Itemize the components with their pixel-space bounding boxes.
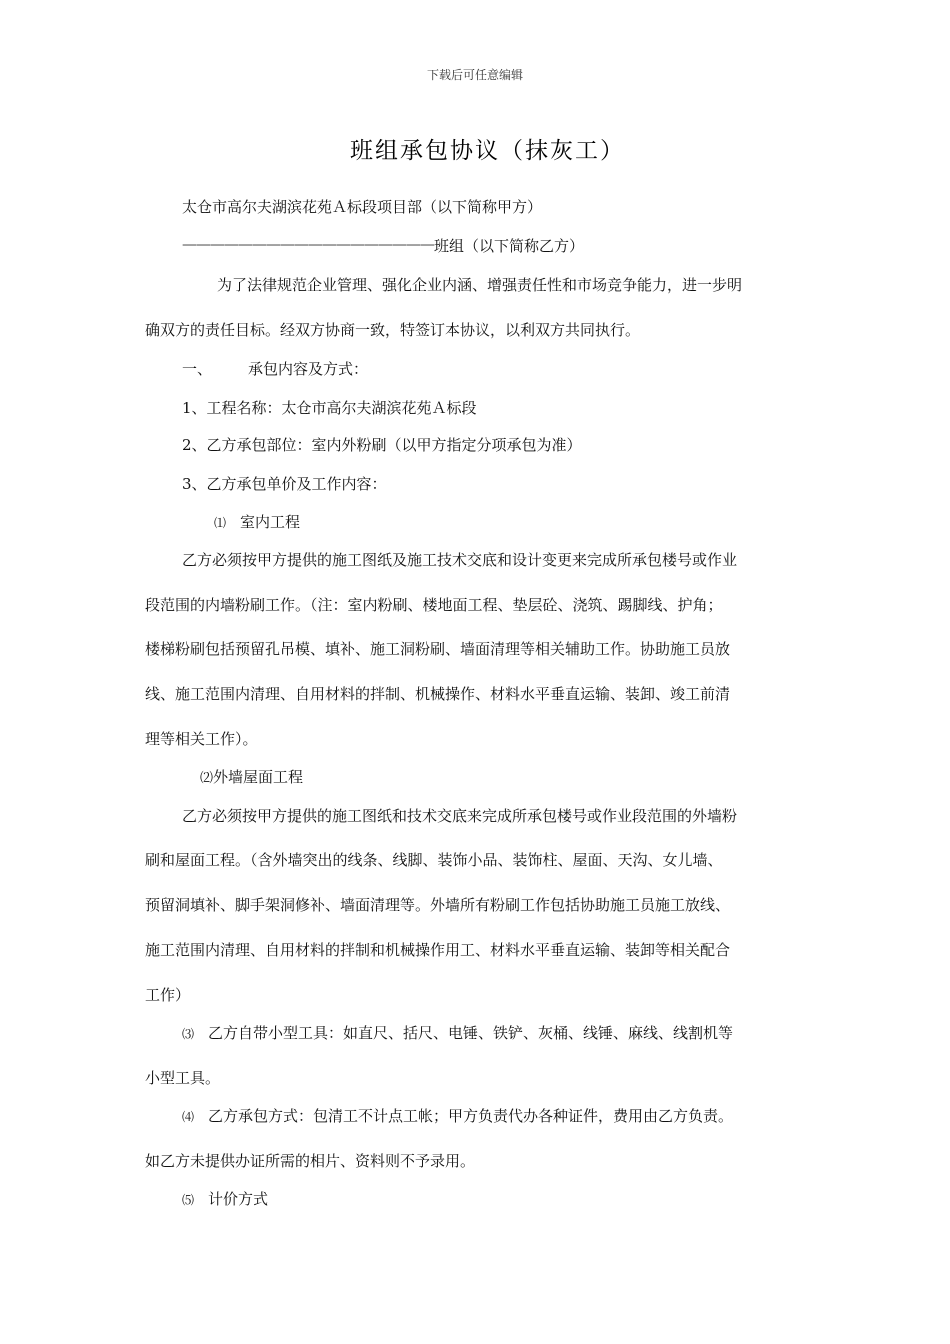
subsection-number: ⑸ xyxy=(182,1193,195,1207)
document-title: 班组承包协议（抹灰工） xyxy=(350,138,625,164)
subsection-number: ⑶ xyxy=(182,1027,195,1041)
intro-line: 确双方的责任目标。经双方协商一致，特签订本协议，以利双方共同执行。 xyxy=(145,321,641,339)
list-item: 2、乙方承包部位：室内外粉刷（以甲方指定分项承包为准） xyxy=(182,436,582,454)
intro-line: 为了法律规范企业管理、强化企业内涵、增强责任性和市场竞争能力，进一步明 xyxy=(217,276,743,294)
paragraph-line: 刷和屋面工程。（含外墙突出的线条、线脚、装饰小品、装饰柱、屋面、天沟、女儿墙、 xyxy=(145,851,723,869)
header-note: 下载后可任意编辑 xyxy=(426,68,523,82)
paragraph-line: 理等相关工作）。 xyxy=(145,730,258,748)
subsection-text: 乙方承包方式：包清工不计点工帐；甲方负责代办各种证件，费用由乙方负责。 xyxy=(208,1107,734,1125)
paragraph-line: 施工范围内清理、自用材料的拌制和机械操作用工、材料水平垂直运输、装卸等相关配合 xyxy=(145,941,731,959)
subsection-number: ⑴ xyxy=(214,516,227,530)
paragraph-line: 小型工具。 xyxy=(145,1069,221,1087)
subsection-text: 计价方式 xyxy=(208,1190,269,1208)
paragraph-line: 线、施工范围内清理、自用材料的拌制、机械操作、材料水平垂直运输、装卸、竣工前清 xyxy=(145,685,731,703)
list-item: 1、工程名称：太仓市高尔夫湖滨花苑Ａ标段 xyxy=(182,399,477,417)
subsection-item xyxy=(182,1022,733,1043)
paragraph-line: 如乙方未提供办证所需的相片、资料则不予录用。 xyxy=(145,1152,476,1170)
subsection-number: ⑵ xyxy=(200,771,214,786)
party-b-blank: —————————————————— xyxy=(182,235,434,253)
section-number: 一、 xyxy=(182,360,213,378)
subsection-label: 室内工程 xyxy=(240,513,301,531)
paragraph-line: 乙方必须按甲方提供的施工图纸和技术交底来完成所承包楼号或作业段范围的外墙粉 xyxy=(182,807,738,825)
paragraph-line: 预留洞填补、脚手架洞修补、墙面清理等。外墙所有粉刷工作包括协助施工员施工放线、 xyxy=(145,896,731,914)
party-b-line: 班组（以下简称乙方） xyxy=(434,237,585,255)
paragraph-line: 段范围的内墙粉刷工作。（注：室内粉刷、楼地面工程、垫层砼、浇筑、踢脚线、护角； xyxy=(145,596,723,614)
subsection-item xyxy=(182,1105,733,1126)
subsection-number: ⑷ xyxy=(182,1110,195,1124)
subsection-text: 乙方自带小型工具：如直尺、括尺、电锤、铁铲、灰桶、线锤、麻线、线割机等 xyxy=(208,1024,734,1042)
paragraph-line: 乙方必须按甲方提供的施工图纸及施工技术交底和设计变更来完成所承包楼号或作业 xyxy=(182,551,738,569)
subsection-label: 外墙屋面工程 xyxy=(213,768,304,786)
subsection-heading xyxy=(214,511,300,532)
section-heading xyxy=(182,358,368,379)
subsection-heading xyxy=(200,766,303,787)
party-a-line: 太仓市高尔夫湖滨花苑Ａ标段项目部（以下简称甲方） xyxy=(182,198,543,216)
subsection-item xyxy=(182,1188,268,1209)
section-label: 承包内容及方式： xyxy=(248,360,369,378)
list-item: 3、乙方承包单价及工作内容： xyxy=(182,475,387,493)
paragraph-line: 工作） xyxy=(145,986,191,1004)
paragraph-line: 楼梯粉刷包括预留孔吊模、填补、施工洞粉刷、墙面清理等相关辅助工作。协助施工员放 xyxy=(145,640,731,658)
